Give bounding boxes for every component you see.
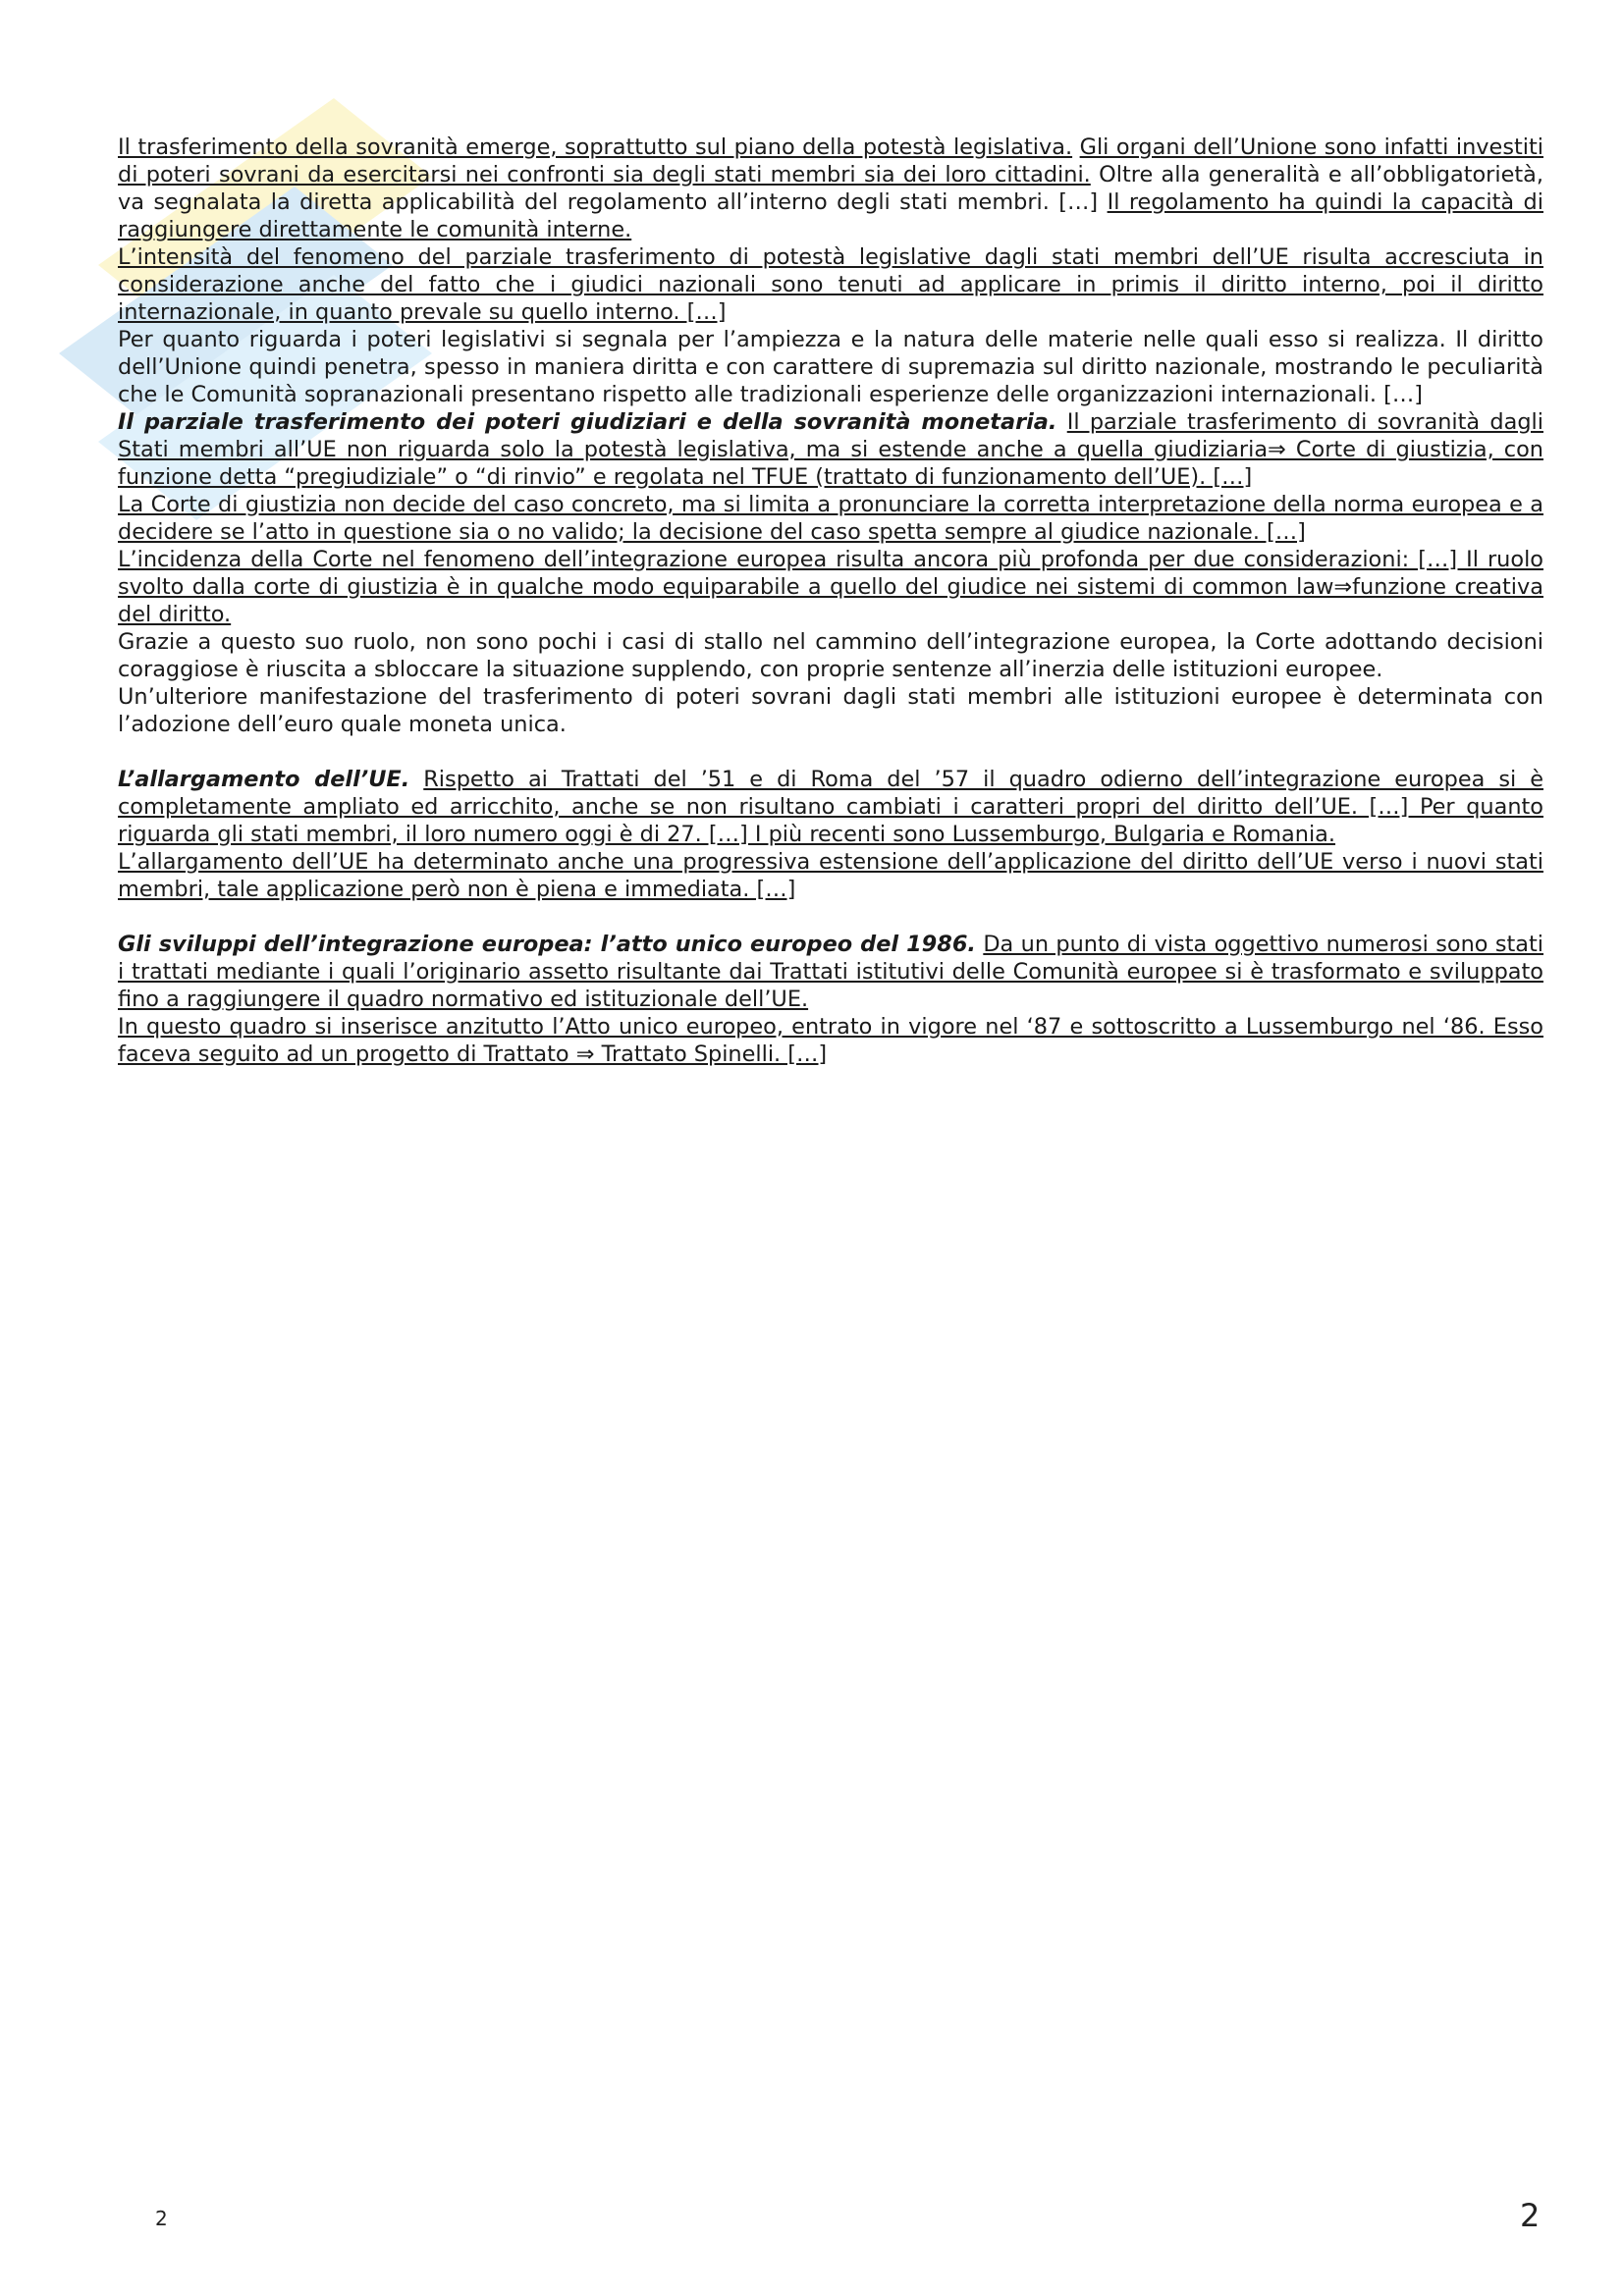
heading-judicial-monetary: Il parziale trasferimento dei poteri giudiziari e della sovranità monetaria. <box>118 409 1057 435</box>
heading-single-act: Gli sviluppi dell’integrazione europea: l’atto unico europeo del 1986. <box>118 932 976 957</box>
footer-page-number: 2 <box>155 2207 168 2230</box>
document-body <box>118 133 1543 1068</box>
paragraph-court-incidence: L’incidenza della Corte nel fenomeno dell’integrazione europea risulta ancora più profonda per due considerazioni: […] Il ruolo svolto dalla corte di giustizia è in qualche modo equiparabile a quello del giudice nei sistemi di common law⇒funzione creativa del diritto. <box>118 547 1543 627</box>
paragraph-court-stalls: Grazie a questo suo ruolo, non sono pochi i casi di stallo nel cammino dell’integrazione europea, la Corte adottando decisioni coraggiose è riuscita a sbloccare la situazione supplendo, con proprie sentenze all’inerzia delle istituzioni europee. <box>118 629 1543 682</box>
sentence-sovereignty: Il trasferimento della sovranità emerge, soprattutto sul piano della potestà legislativa. <box>118 134 1073 160</box>
text-enlargement: Rispetto ai Trattati del ’51 e di Roma del ’57 il quadro odierno dell’integrazione europea si è completamente ampliato ed arricchito, anche se non risultano cambiati i caratteri propri del diritto dell’UE. […] Per quanto riguarda gli stati membri, il loro numero oggi è di 27. […] I più recenti sono Lussemburgo, Bulgaria e Romania. <box>118 767 1543 847</box>
paragraph-single-act: In questo quadro si inserisce anzitutto l’Atto unico europeo, entrato in vigore nel ‘87 e sottoscritto a Lussemburgo nel ‘86. Esso faceva seguito ad un progetto di Trattato ⇒ Trattato Spinelli. […] <box>118 1014 1543 1067</box>
paragraph-judicial-powers <box>118 408 1543 491</box>
paragraph-gap <box>118 738 1543 766</box>
sentence-applicability: Oltre alla generalità e all’obbligatorietà, va segnalata la diretta applicabilità del regolamento all’interno degli stati membri. […] <box>118 162 1544 215</box>
paragraph-legislative-powers: Per quanto riguarda i poteri legislativi si segnala per l’ampiezza e la natura delle materie nelle quali esso si realizza. Il diritto dell’Unione quindi penetra, spesso in maniera diritta e con carattere di supremazia sul diritto nazionale, mostrando le peculiarità che le Comunità sopranazionali presentano rispetto alle tradizionali esperienze delle organizzazioni internazionali. […] <box>118 327 1543 407</box>
paragraph-developments <box>118 931 1543 1013</box>
paragraph-sovereignty-legislative <box>118 133 1543 243</box>
paragraph-gap <box>118 903 1543 931</box>
paragraph-court-role: La Corte di giustizia non decide del caso concreto, ma si limita a pronunciare la corretta interpretazione della norma europea e a decidere se l’atto in questione sia o no valido; la decisione del caso spetta sempre al giudice nazionale. […] <box>118 492 1543 545</box>
sentence-organs: Gli organi dell’Unione sono infatti investiti di poteri sovrani da esercitarsi nei confronti sia degli stati membri sia dei loro cittadini. <box>118 134 1543 187</box>
text-judicial-powers: Il parziale trasferimento di sovranità dagli Stati membri all’UE non riguarda solo la potestà legislativa, ma si estende anche a quella giudiziaria⇒ Corte di giustizia, con funzione detta “pregiudiziale” o “di rinvio” e regolata nel TFUE (trattato di funzionamento dell’UE). […] <box>118 409 1543 490</box>
page-number: 2 <box>1520 2197 1541 2234</box>
paragraph-enlargement-application: L’allargamento dell’UE ha determinato anche una progressiva estensione dell’applicazione del diritto dell’UE verso i nuovi stati membri, tale applicazione però non è piena e immediata. […] <box>118 849 1543 902</box>
sentence-regulation: Il regolamento ha quindi la capacità di raggiungere direttamente le comunità interne. <box>118 189 1543 242</box>
paragraph-intensity: L’intensità del fenomeno del parziale trasferimento di potestà legislative dagli stati membri dell’UE risulta accresciuta in considerazione anche del fatto che i giudici nazionali sono tenuti ad applicare in primis il diritto interno, poi il diritto internazionale, in quanto prevale su quello interno. […] <box>118 244 1543 325</box>
heading-enlargement: L’allargamento dell’UE. <box>118 767 410 792</box>
paragraph-euro: Un’ulteriore manifestazione del trasferimento di poteri sovrani dagli stati membri alle istituzioni europee è determinata con l’adozione dell’euro quale moneta unica. <box>118 684 1543 737</box>
text-developments: Da un punto di vista oggettivo numerosi sono stati i trattati mediante i quali l’originario assetto risultante dai Trattati istitutivi delle Comunità europee si è trasformato e sviluppato fino a raggiungere il quadro normativo ed istituzionale dell’UE. <box>118 932 1544 1012</box>
paragraph-enlargement <box>118 766 1543 848</box>
